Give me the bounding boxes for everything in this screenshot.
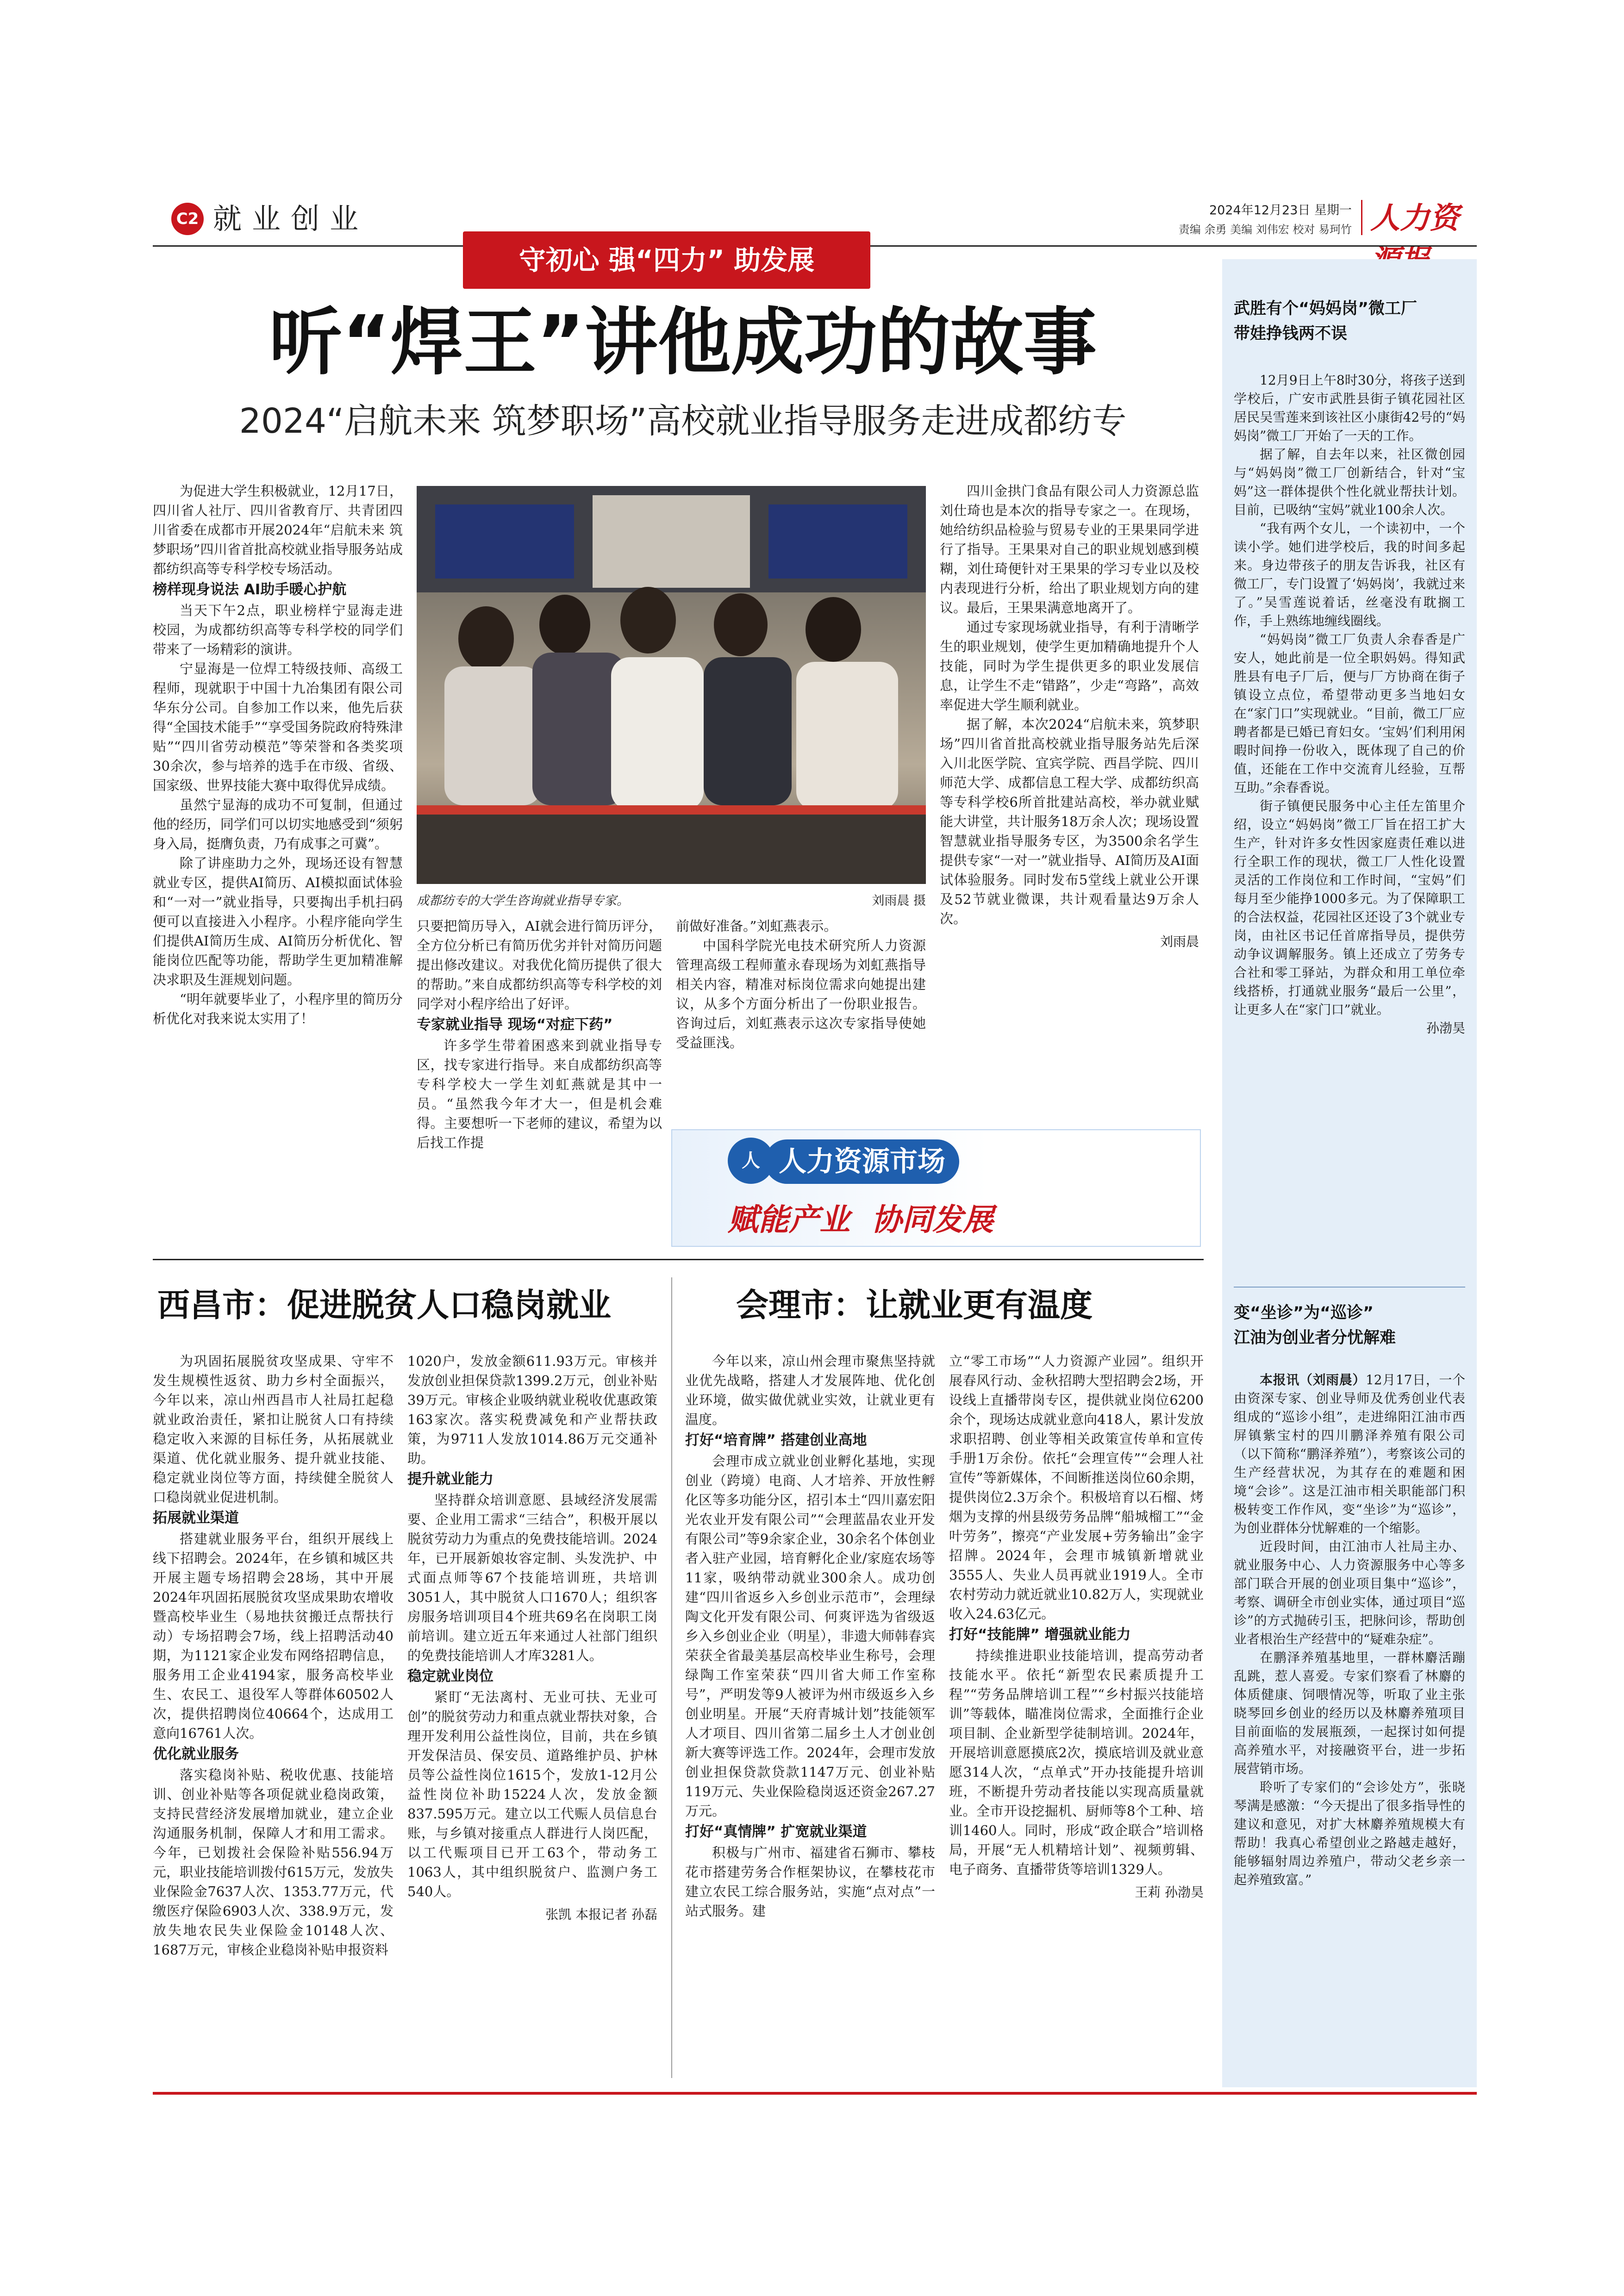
lead-column-3 [676, 916, 926, 1052]
huili-paragraph: 会理市成立就业创业孵化基地，实现创业（跨境）电商、人才培养、开放性孵化区等多功能分区，招引本土“四川嘉宏阳光农业开发有限公司”“会理蓝晶农业开发有限公司”等9余家企业，30余名个体创业者入驻产业园，培育孵化企业/家庭农场等11家，吸纳带动就业300余人。成功创建“四川省返乡入乡创业示范市”，会理绿陶文化开发有限公司、何爽评选为省级返乡入乡创业企业（明星），非遗大师韩春宾荣获全省最美基层高校毕业生称号，会理绿陶工作室荣获“四川省大师工作室称号”，严明发等9人被评为州市级返乡入乡创业明星。开展“天府青城计划”技能领军人才项目、四川省第二届乡土人才创业创新大赛等评选工作。2024年，会理市发放创业担保贷款贷款1147万元、创业补贴119万元、失业保险稳岗返还资金267.27万元。 [685, 1453, 935, 1819]
huili-paragraph: 积极与广州市、福建省石狮市、攀枝花市搭建劳务合作框架协议，在攀枝花市建立农民工综合服务站，实施“点对点”一站式服务。建 [685, 1845, 935, 1919]
lead-paragraph: “明年就要毕业了，小程序里的简历分析优化对我来说太实用了！ [153, 991, 403, 1027]
photo-illustration [417, 486, 926, 884]
sidebar-paragraph: 本报讯（刘雨晨）12月17日，一个由资深专家、创业导师及优秀创业代表组成的“巡诊小组”，走进绵阳江油市西屏镇紫宝村的四川鹏泽养殖有限公司（以下简称“鹏泽养殖”），考察该公司的生产经营状况，为其存在的难题和困境“会诊”。这是江油市相关职能部门积极转变工作作风，变“坐诊”为“巡诊”，为创业群体分忧解难的一个缩影。 [1234, 1372, 1465, 1536]
huili-paragraph: 立“零工市场”“人力资源产业园”。组织开展春风行动、金秋招聘大型招聘会2场，开设线上直播带岗专区，提供就业岗位6200余个，现场达成就业意向418人，累计发放求职招聘、创业等相关政策宣传单和宣传手册1万余份。依托“会理宣传”“会理人社宣传”等新媒体，不间断推送岗位60余期，提供岗位2.3万余个。积极培育以石榴、烤烟为支撑的州县级劳务品牌“船城榴工”“金叶劳务”，擦亮“产业发展+劳务输出”金字招牌。2024年，会理市城镇新增就业3555人、失业人员再就业1919人。全市农村劳动力就近就业10.82万人，实现就业收入24.63亿元。 [949, 1353, 1204, 1622]
lead-subheading: 榜样现身说法 AI助手暖心护航 [153, 581, 347, 598]
lead-column-1 [153, 481, 403, 1028]
column-rule [671, 1277, 672, 2078]
sidebar-paragraph: “妈妈岗”微工厂负责人余春香是广安人，她此前是一位全职妈妈。得知武胜县有电子厂后，便与厂方协商在街子镇设立点位，希望带动更多当地妇女在“家门口”实现就业。“目前，微工厂应聘者都是已婚已育妇女。‘宝妈’们利用闲暇时间挣一份收入，既体现了自己的价值，还能在工作中交流育儿经验，互帮互助。”余春香说。 [1234, 632, 1465, 795]
market-logo-icon: 人 [728, 1138, 774, 1184]
page-number-badge: C2 [171, 203, 204, 235]
market-ad [671, 1129, 1201, 1247]
huili-subheading: 打好“技能牌” 增强就业能力 [949, 1626, 1131, 1643]
xichang-paragraph: 为巩固拓展脱贫攻坚成果、守牢不发生规模性返贫、助力乡村全面振兴，今年以来，凉山州西昌市人社局扛起稳就业政治责任，紧扣让脱贫人口有持续稳定收入来源的目标任务，从拓展就业渠道、优化就业服务、提升就业技能、稳定就业岗位等方面，持续健全脱贫人口稳岗就业促进机制。 [153, 1353, 394, 1505]
lead-paragraph: 通过专家现场就业指导，有利于清晰学生的职业规划，使学生更加精确地提升个人技能，同时为学生提供更多的职业发展信息，让学生不走“错路”，少走“弯路”，高效率促进大学生顺利就业。 [940, 619, 1199, 713]
sidebar-story-title: 武胜有个“妈妈岗”微工厂 带娃挣钱两不误 [1234, 299, 1418, 343]
sidebar-paragraph: “我有两个女儿，一个读初中，一个读小学。她们进学校后，我的时间多起来。身边带孩子的朋友告诉我，社区有微工厂，专门设置了‘妈妈岗’，我就过来了。”吴雪莲说着话，丝毫没有耽搁工作，手上熟练地缠线圈线。 [1234, 521, 1465, 628]
xichang-column-2 [407, 1351, 657, 1924]
sidebar-story-2 [1234, 1300, 1465, 1889]
huili-subheading: 打好“真情牌” 扩宽就业渠道 [685, 1823, 867, 1840]
sidebar-divider [1234, 1287, 1465, 1288]
huili-subheading: 打好“培育牌” 搭建创业高地 [685, 1432, 867, 1449]
lead-photo [417, 486, 926, 884]
huili-paragraph: 持续推进职业技能培训，提高劳动者技能水平。依托“新型农民素质提升工程”“劳务品牌培训工程”“乡村振兴技能培训”等载体，瞄准岗位需求，全面推行企业项目制、企业新型学徒制培训。2024年，开展培训意愿摸底2次，摸底培训及就业意愿314人次，“点单式”开办技能提升培训班，不断提升劳动者技能以实现高质量就业。全市开设挖掘机、厨师等8个工种、培训1460人。同时，形成“政企联合”培训格局，开展“无人机精培计划”、视频剪辑、电子商务、直播带货等培训1329人。 [949, 1648, 1204, 1877]
section-divider [153, 1259, 1204, 1260]
lead-paragraph: 虽然宁显海的成功不可复制，但通过他的经历，同学们可以切实地感受到“须躬身入局，挺膺负责，乃有成事之可冀”。 [153, 797, 403, 852]
lead-paragraph: 只要把简历导入，AI就会进行简历评分，全方位分析已有简历优劣并针对简历问题提出修改建议。对我优化简历提供了很大的帮助。”来自成都纺织高等专科学校的刘同学对小程序给出了好评。 [417, 918, 662, 1012]
photo-credit: 刘雨晨 摄 [872, 894, 926, 908]
lead-paragraph: 中国科学院光电技术研究所人力资源管理高级工程师董永春现场为刘虹燕指导相关内容，精准对标岗位需求向她提出建议，从多个方面分析出了一份职业报告。咨询过后，刘虹燕表示这次专家指导使她受益匪浅。 [676, 938, 926, 1051]
sidebar-paragraph: 聆听了专家们的“会诊处方”，张晓琴满是感激：“今天提出了很多指导性的建议和意见，对扩大林麝养殖规模大有帮助！我真心希望创业之路越走越好，能够辐射周边养殖户，带动父老乡亲一起养殖致富。” [1234, 1780, 1465, 1887]
lead-paragraph: 四川金拱门食品有限公司人力资源总监刘仕琦也是本次的指导专家之一。在现场，她给纺织品检验与贸易专业的王果果同学进行了指导。王果果对自己的职业规划感到模糊，刘仕琦便针对王果果的学习专业以及校内表现进行分析，给出了职业规划方向的建议。最后，王果果满意地离开了。 [940, 483, 1199, 616]
xichang-subheading: 稳定就业岗位 [407, 1668, 493, 1685]
lead-subheadline: 2024“启航未来 筑梦职场”高校就业指导服务走进成都纺专 [239, 401, 1127, 441]
xichang-paragraph: 紧盯“无法离村、无业可扶、无业可创”的脱贫劳动力和重点就业帮扶对象，合理开发利用公益性岗位，目前，共在乡镇开发保洁员、保安员、道路维护员、护林员等公益性岗位1615个，发放1-12月公益性岗位补助15224人次，发放金额837.595万元。建立以工代赈人员信息台账，与乡镇对接重点人群进行人岗匹配，以工代赈项目已开工63个，带动务工1063人，其中组织脱贫户、监测户务工540人。 [407, 1689, 657, 1899]
sidebar-story-title: 变“坐诊”为“巡诊” 江油为创业者分忧解难 [1234, 1304, 1396, 1347]
huili-paragraph: 今年以来，凉山州会理市聚焦坚持就业优先战略，搭建人才发展阵地、优化创业环境，做实做优就业实效，让就业更有温度。 [685, 1353, 935, 1427]
sidebar-paragraph: 街子镇便民服务中心主任左笛里介绍，设立“妈妈岗”微工厂旨在招工扩大生产，针对许多女性因家庭责任难以进行全职工作的现状，微工厂人性化设置灵活的工作岗位和工作时间，“宝妈”们每月至少能挣1000多元。为了保障职工的合法权益，花园社区还设了3个就业专岗，由社区书记任首席指导员，提供劳动争议调解服务。镇上还成立了劳务专合社和零工驿站，为群众和用工单位牵线搭桥，打通就业服务“最后一公里”，让更多人在“家门口”就业。 [1234, 798, 1465, 1017]
huili-byline: 王莉 孙渤昊 [1135, 1885, 1204, 1900]
theme-banner: 守初心 强“四力” 助发展 [463, 231, 870, 289]
lead-paragraph: 当天下午2点，职业榜样宁显海走进校园，为成都纺织高等专科学校的同学们带来了一场精彩的演讲。 [153, 603, 403, 657]
lead-paragraph: 宁显海是一位焊工特级技师、高级工程师，现就职于中国十九冶集团有限公司华东分公司。自参加工作以来，他先后获得“全国技术能手”“享受国务院政府特殊津贴”“四川省劳动模范”等荣誉和各类奖项30余次，参与培养的选手在市级、省级、国家级、世界技能大赛中取得优异成绩。 [153, 661, 403, 793]
huili-column-2 [949, 1351, 1204, 1902]
xichang-paragraph: 搭建就业服务平台，组织开展线上线下招聘会。2024年，在乡镇和城区共开展主题专场招聘会28场，其中开展2024年巩固拓展脱贫攻坚成果助农增收暨高校毕业生（易地扶贫搬迁点帮扶行动）专场招聘会7场，线上招聘活动40期，为1121家企业发布网络招聘信息，服务用工企业4194家，服务高校毕业生、农民工、退役军人等群体60502人次，提供招聘岗位40664个，达成用工意向16761人次。 [153, 1531, 394, 1741]
lead-paragraph: 许多学生带着困惑来到就业指导专区，找专家进行指导。来自成都纺织高等专科学校大一学生刘虹燕就是其中一员。“虽然我今年才大一，但是机会难得。主要想听一下老师的建议，希望为以后找工作提 [417, 1038, 662, 1151]
xichang-subheading: 拓展就业渠道 [153, 1510, 239, 1526]
sidebar-paragraph: 12月9日上午8时30分，将孩子送到学校后，广安市武胜县街子镇花园社区居民吴雪莲来到该社区小康街42号的“妈妈岗”微工厂开始了一天的工作。 [1234, 373, 1465, 443]
lead-column-2 [417, 916, 662, 1152]
xichang-paragraph: 落实稳岗补贴、税收优惠、技能培训、创业补贴等各项促就业稳岗政策，支持民营经济发展增加就业，建立企业沟通服务机制，保障人才和用工需求。今年，已划拨社会保险补贴556.94万元，职业技能培训拨付615万元，发放失业保险金7637人次、1353.77万元，代缴医疗保险6903人次、338.9万元，发放失地农民失业保险金10148人次、1687万元，审核企业稳岗补贴申报资料 [153, 1767, 394, 1958]
section-name: 就业创业 [213, 202, 369, 236]
sidebar-byline: 孙渤昊 [1426, 1020, 1465, 1036]
huili-column-1 [685, 1351, 935, 1921]
lead-paragraph: 据了解，本次2024“启航未来，筑梦职场”四川省首批高校就业指导服务站先后深入川北医学院、宜宾学院、西昌学院、四川师范大学、成都信息工程大学、成都纺织高等专科学校6所首批建站高校，举办就业赋能大讲堂，共计服务18万余人次；现场设置智慧就业指导服务专区，为3500余名学生提供专家“一对一”就业指导、AI简历及AI面试体验服务。同时发布5堂线上就业公开课及52节就业微课，共计观看量达9万余人次。 [940, 716, 1199, 927]
lead-subheading: 专家就业指导 现场“对症下药” [417, 1016, 613, 1033]
xichang-subheading: 优化就业服务 [153, 1746, 239, 1762]
sidebar-paragraph: 在鹏泽养殖基地里，一群林麝活蹦乱跳，惹人喜爱。专家们察看了林麝的体质健康、饲喂情况等，听取了业主张晓琴回乡创业的经历以及林麝养殖项目目前面临的发展瓶颈，一起探讨如何提高养殖水平，对接融资平台，进一步拓展营销市场。 [1234, 1650, 1465, 1776]
header-date: 2024年12月23日 星期一 [1209, 203, 1352, 218]
xichang-subheading: 提升就业能力 [407, 1471, 493, 1487]
lead-headline: 听“焊王”讲他成功的故事 [269, 300, 1097, 385]
header-divider [1361, 200, 1362, 235]
footer-rule [153, 2092, 1477, 2095]
paper-logo: 人力资 [1370, 201, 1459, 236]
lead-paragraph: 前做好准备。”刘虹燕表示。 [676, 918, 837, 934]
xichang-headline: 西昌市：促进脱贫人口稳岗就业 [157, 1286, 611, 1324]
lead-column-4 [940, 481, 1199, 952]
photo-caption: 成都纺专的大学生咨询就业指导专家。 [417, 894, 629, 908]
sidebar-paragraph: 据了解，自去年以来，社区微创园与“妈妈岗”微工厂创新结合，针对“宝妈”这一群体提供个性化就业帮扶计划。目前，已吸纳“宝妈”就业100余人次。 [1234, 447, 1465, 517]
sidebar-story-1 [1234, 296, 1465, 1038]
sidebar-paragraph: 近段时间，由江油市人社局主办、就业服务中心、人力资源服务中心等多部门联合开展的创业项目集中“巡诊”，考察、调研全市创业实体，通过项目“巡诊”的方式抛砖引玉，把脉问诊，帮助创业者根治生产经营中的“疑难杂症”。 [1234, 1539, 1465, 1647]
header-editors: 责编 余勇 美编 刘伟宏 校对 易珂竹 [1178, 223, 1352, 236]
xichang-column-1 [153, 1351, 394, 1960]
dateline: 本报讯（刘雨晨） [1260, 1372, 1366, 1388]
huili-headline: 会理市：让就业更有温度 [736, 1286, 1093, 1324]
market-title: 人力资源市场 [765, 1139, 959, 1184]
xichang-paragraph: 1020户，发放金额611.93万元。审核并发放创业担保贷款1399.2万元，创业补贴39万元。审核企业吸纳就业税收优惠政策163家次。落实税费减免和产业帮扶政策，为9711人发放1014.86万元交通补助。 [407, 1353, 657, 1466]
market-slogan: 赋能产业 协同发展 [728, 1201, 993, 1238]
lead-byline: 刘雨晨 [1160, 934, 1199, 949]
xichang-paragraph: 坚持群众培训意愿、县域经济发展需要、企业用工需求“三结合”，积极开展以脱贫劳动力为重点的免费技能培训。2024年，已开展新娘妆容定制、头发洗护、中式面点师等67个技能培训班，共培训3051人，其中脱贫人口1670人；组织客房服务培训项目4个班共69名在岗职工岗前培训。建立近五年来通过人社部门组织的免费技能培训人才库3281人。 [407, 1492, 657, 1663]
lead-paragraph: 为促进大学生积极就业，12月17日，四川省人社厅、四川省教育厅、共青团四川省委在成都市开展2024年“启航未来 筑梦职场”四川省首批高校就业指导服务站成都纺织高等专科学校专场活动。 [153, 483, 403, 577]
lead-paragraph: 除了讲座助力之外，现场还设有智慧就业专区，提供AI简历、AI模拟面试体验和“一对一”就业指导，只要掏出手机扫码便可以直接进入小程序。小程序能向学生们提供AI简历生成、AI简历分析优化、智能岗位匹配等功能，帮助学生更加精准解决求职及生涯规划问题。 [153, 855, 403, 988]
xichang-byline: 张凯 本报记者 孙磊 [545, 1907, 657, 1922]
